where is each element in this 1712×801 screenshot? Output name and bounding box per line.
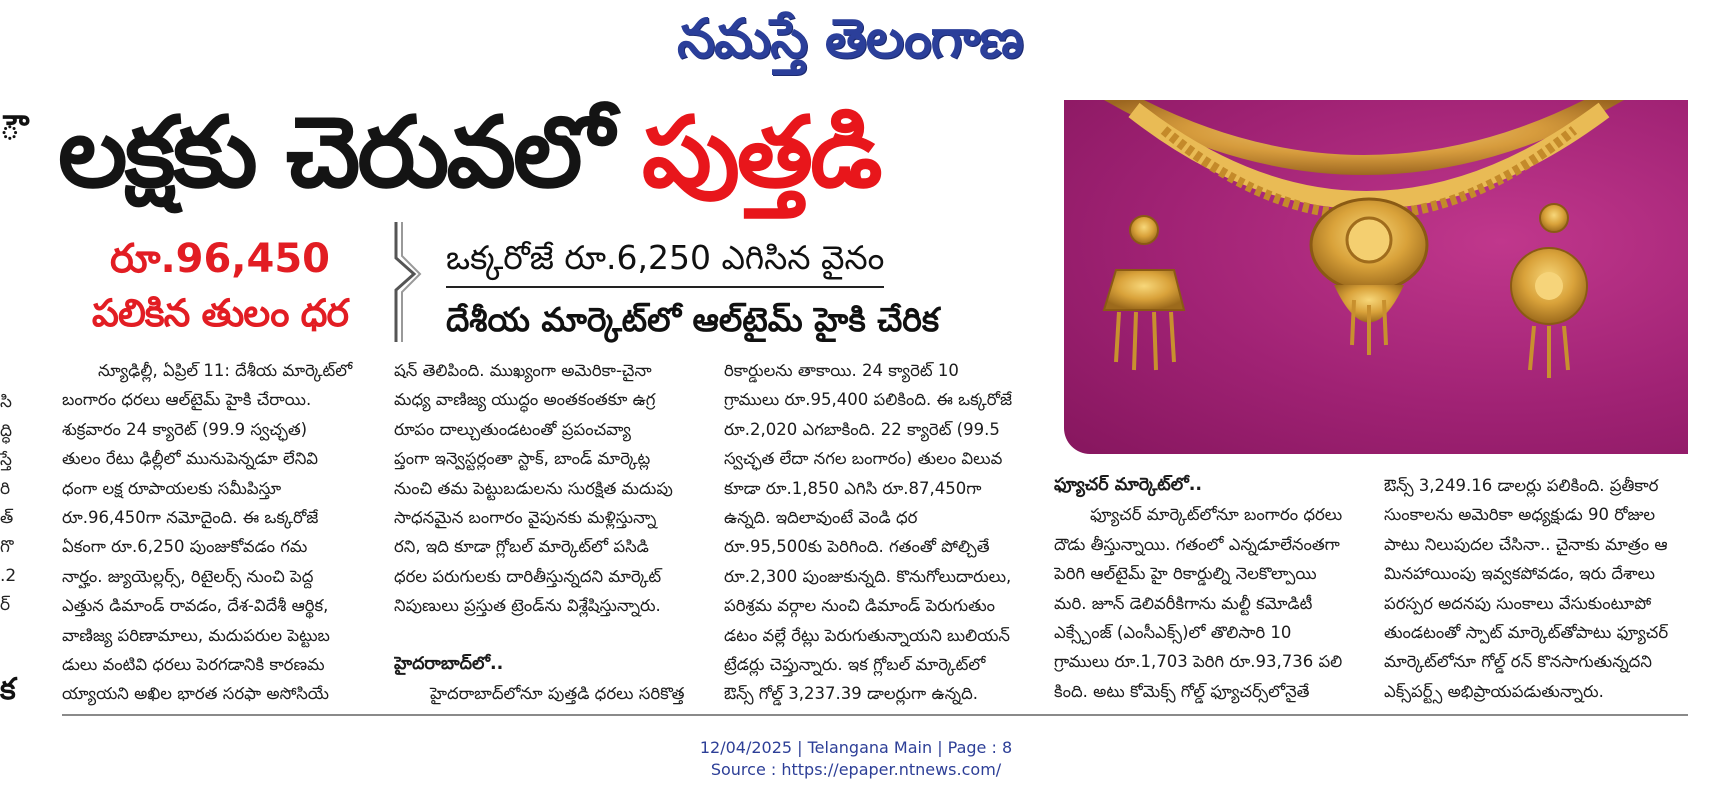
headline-black-part: లక్షకు చెరువలో	[58, 96, 642, 210]
text-line: నుంచి తమ పెట్టుబడులను సురక్షిత మదుపు	[394, 478, 673, 498]
text-line: శుక్రవారం 24 క్యారెట్ (99.9 స్వచ్ఛత)	[62, 419, 308, 439]
text-line: వాణిజ్య పరిణామాలు, మదుపరుల పెట్టుబ	[62, 625, 330, 645]
edge-line: త్	[0, 508, 14, 528]
text-line: రూపం దాల్చుతుండటంతో ప్రపంచవ్యా	[394, 419, 631, 439]
section-subhead-hyderabad: హైదరాబాద్‌లో..	[394, 653, 504, 674]
text-line: య్యాయని అఖిల భారత సరఫా అసోసియే	[62, 684, 330, 704]
text-line: ప్తంగా ఇన్వెస్టర్లంతా స్టాక్, బాండ్ మార్కెట్ల	[394, 449, 651, 469]
text-line: మార్కెట్‌లోనూ గోల్డ్ రన్ కొనసాగుతున్నదని	[1384, 652, 1652, 672]
text-line: ఉన్నది. ఇదిలావుంటే వెండి ధర	[724, 507, 918, 527]
text-line: మినహాయింపు ఇవ్వకపోవడం, ఇరు దేశాలు	[1384, 564, 1656, 584]
article-column-5	[1384, 471, 1688, 706]
headline	[58, 88, 880, 218]
article-column-2	[394, 356, 704, 709]
jewellery-illustration	[1064, 100, 1688, 454]
text-line: బంగారం ధరలు ఆల్‌టైమ్ హైకి చేరాయి.	[62, 390, 312, 410]
text-line: ఎక్స్‌పర్ట్స్ అభిప్రాయపడుతున్నారు.	[1384, 681, 1604, 701]
text-line: పాటు నిలుపుదల చేసినా.. చైనాకు మాత్రం ఆ	[1384, 534, 1668, 554]
text-line: మధ్య వాణిజ్య యుద్ధం అంతకంతకూ ఉగ్ర	[394, 390, 656, 410]
footer-divider	[62, 714, 1688, 716]
text-line: రూ.2,300 పుంజుకున్నది. కొనుగోలుదారులు,	[724, 566, 1012, 586]
price-caption: పలికిన తులం ధర	[91, 291, 349, 335]
section-subhead-futures: ఫ్యూచర్ మార్కెట్‌లో..	[1054, 475, 1203, 495]
text-line: సాధనమైన బంగారం వైపునకు మళ్లిస్తున్నా	[394, 507, 657, 527]
text-line: పెరిగి ఆల్‌టైమ్ హై రికార్డుల్ని నెలకొల్పాయి	[1054, 564, 1317, 584]
text-line: కూడా రూ.1,850 ఎగిసి రూ.87,450గా	[724, 478, 982, 498]
edition-info: 12/04/2025 | Telangana Main | Page : 8	[699, 738, 1013, 757]
gold-jewellery-photo	[1064, 100, 1688, 454]
edge-fragment-top: ౌ	[0, 108, 20, 148]
text-line: రూ.2,020 ఎగబాకింది. 22 క్యారెట్ (99.5	[724, 419, 1000, 439]
text-line: గ్రాములు రూ.1,703 పెరిగి రూ.93,736 పలి	[1054, 652, 1343, 672]
text-line: కింది. అటు కోమెక్స్ గోల్డ్ ఫ్యూచర్స్‌లోనైతే	[1054, 681, 1310, 701]
price-highlight	[60, 232, 380, 340]
edge-text-strip	[0, 388, 16, 620]
text-line: సుంకాలను అమెరికా అధ్యక్షుడు 90 రోజుల	[1384, 505, 1656, 525]
text-line: ఫ్యూచర్ మార్కెట్‌లోనూ బంగారం ధరలు	[1090, 505, 1343, 525]
text-line: డటం వల్లే రేట్లు పెరుగుతున్నాయని బులియన్	[724, 625, 1011, 645]
text-line: ధంగా లక్ష రూపాయలకు సమీపిస్తూ	[62, 478, 282, 498]
text-line: ఎక్స్చేంజ్ (ఎంసీఎక్స్)లో తొలిసారి 10	[1054, 622, 1292, 642]
text-line: షన్ తెలిపింది. ముఖ్యంగా అమెరికా-చైనా	[394, 361, 652, 380]
bracket-divider	[392, 222, 422, 342]
text-line: నిపుణులు ప్రస్తుత ట్రెండ్‌ను విశ్లేషిస్తున్నారు.	[394, 596, 661, 616]
text-line: పరస్పర అదనపు సుంకాలు వేసుకుంటూపో	[1384, 593, 1652, 613]
edge-line: ర్	[0, 595, 11, 615]
edge-line: .2	[0, 566, 16, 586]
text-line: స్వచ్ఛత లేదా నగల బంగారం) తులం విలువ	[724, 449, 1003, 469]
text-line: ధరల పరుగులకు దారితీస్తున్నదని మార్కెట్	[394, 566, 662, 586]
text-line	[394, 621, 704, 650]
text-line: ఔన్స్ 3,249.16 డాలర్లు పలికింది. ప్రతీకార	[1384, 476, 1659, 495]
masthead-logo: నమస్తే తెలంగాణ	[677, 6, 1023, 70]
text-line: ఏకంగా రూ.6,250 పుంజుకోవడం గమ	[62, 537, 308, 557]
edge-line: ద్ధి	[0, 421, 13, 441]
text-line: రూ.95,500కు పెరిగింది. గతంతో పోల్చితే	[724, 537, 990, 557]
text-line: రికార్డులను తాకాయి. 24 క్యారెట్ 10	[724, 361, 959, 380]
text-line: డులు వంటివి ధరలు పెరగడానికి కారణమ	[62, 654, 325, 674]
source-url: Source : https://epaper.ntnews.com/	[710, 760, 1002, 779]
subheadline-1: ఒక్కరోజే రూ.6,250 ఎగిసిన వైనం	[446, 236, 884, 288]
text-line: రూ.96,450గా నమోదైంది. ఈ ఒక్కరోజే	[62, 507, 319, 527]
edge-line: గొ	[0, 537, 14, 557]
edge-line: సి	[0, 392, 12, 412]
text-line: న్యూఢిల్లీ, ఏప్రిల్ 11: దేశీయ మార్కెట్‌లో	[98, 361, 353, 380]
price-value: రూ.96,450	[110, 236, 330, 282]
text-line: హైదరాబాద్‌లోనూ పుత్తడి ధరలు సరికొత్త	[430, 684, 685, 704]
text-line: పరిశ్రమ వర్గాల నుంచి డిమాండ్ పెరుగుతుం	[724, 596, 996, 616]
article-column-1	[62, 356, 372, 709]
text-line: తులం రేటు ఢిల్లీలో మునుపెన్నడూ లేనివి	[62, 449, 319, 469]
text-line: ట్రేడర్లు చెప్తున్నారు. ఇక గ్లోబల్ మార్కెట్‌లో	[724, 654, 986, 674]
text-line: మరి. జూన్ డెలివరీకిగాను మల్టీ కమోడిటీ	[1054, 593, 1313, 613]
subheadline-2: దేశీయ మార్కెట్‌లో ఆల్‌టైమ్ హైకి చేరిక	[446, 300, 940, 339]
edge-line: స్తే	[0, 450, 12, 470]
edge-line: రి	[0, 479, 11, 499]
text-line: దౌడు తీస్తున్నాయి. గతంలో ఎన్నడూలేనంతగా	[1054, 534, 1340, 554]
article-column-3	[724, 356, 1034, 709]
article-column-4	[1054, 471, 1356, 706]
headline-red-part: పుత్తడి	[641, 96, 880, 210]
text-line: ఎత్తున డిమాండ్ రావడం, దేశ-విదేశీ ఆర్థిక,	[62, 596, 329, 616]
text-line: రని, ఇది కూడా గ్లోబల్ మార్కెట్‌లో పసిడి	[394, 537, 649, 557]
text-line: ఔన్స్ గోల్డ్ 3,237.39 డాలర్లుగా ఉన్నది.	[724, 684, 979, 704]
text-line: నార్హం. జ్యుయెల్లర్స్, రిటైలర్స్ నుంచి పెద్ద	[62, 566, 314, 586]
text-line: గ్రాములు రూ.95,400 పలికింది. ఈ ఒక్కరోజే	[724, 390, 1013, 410]
edge-fragment-bottom: క	[0, 672, 16, 707]
text-line: తుండటంతో స్పాట్ మార్కెట్‌తోపాటు ఫ్యూచర్	[1384, 622, 1669, 642]
